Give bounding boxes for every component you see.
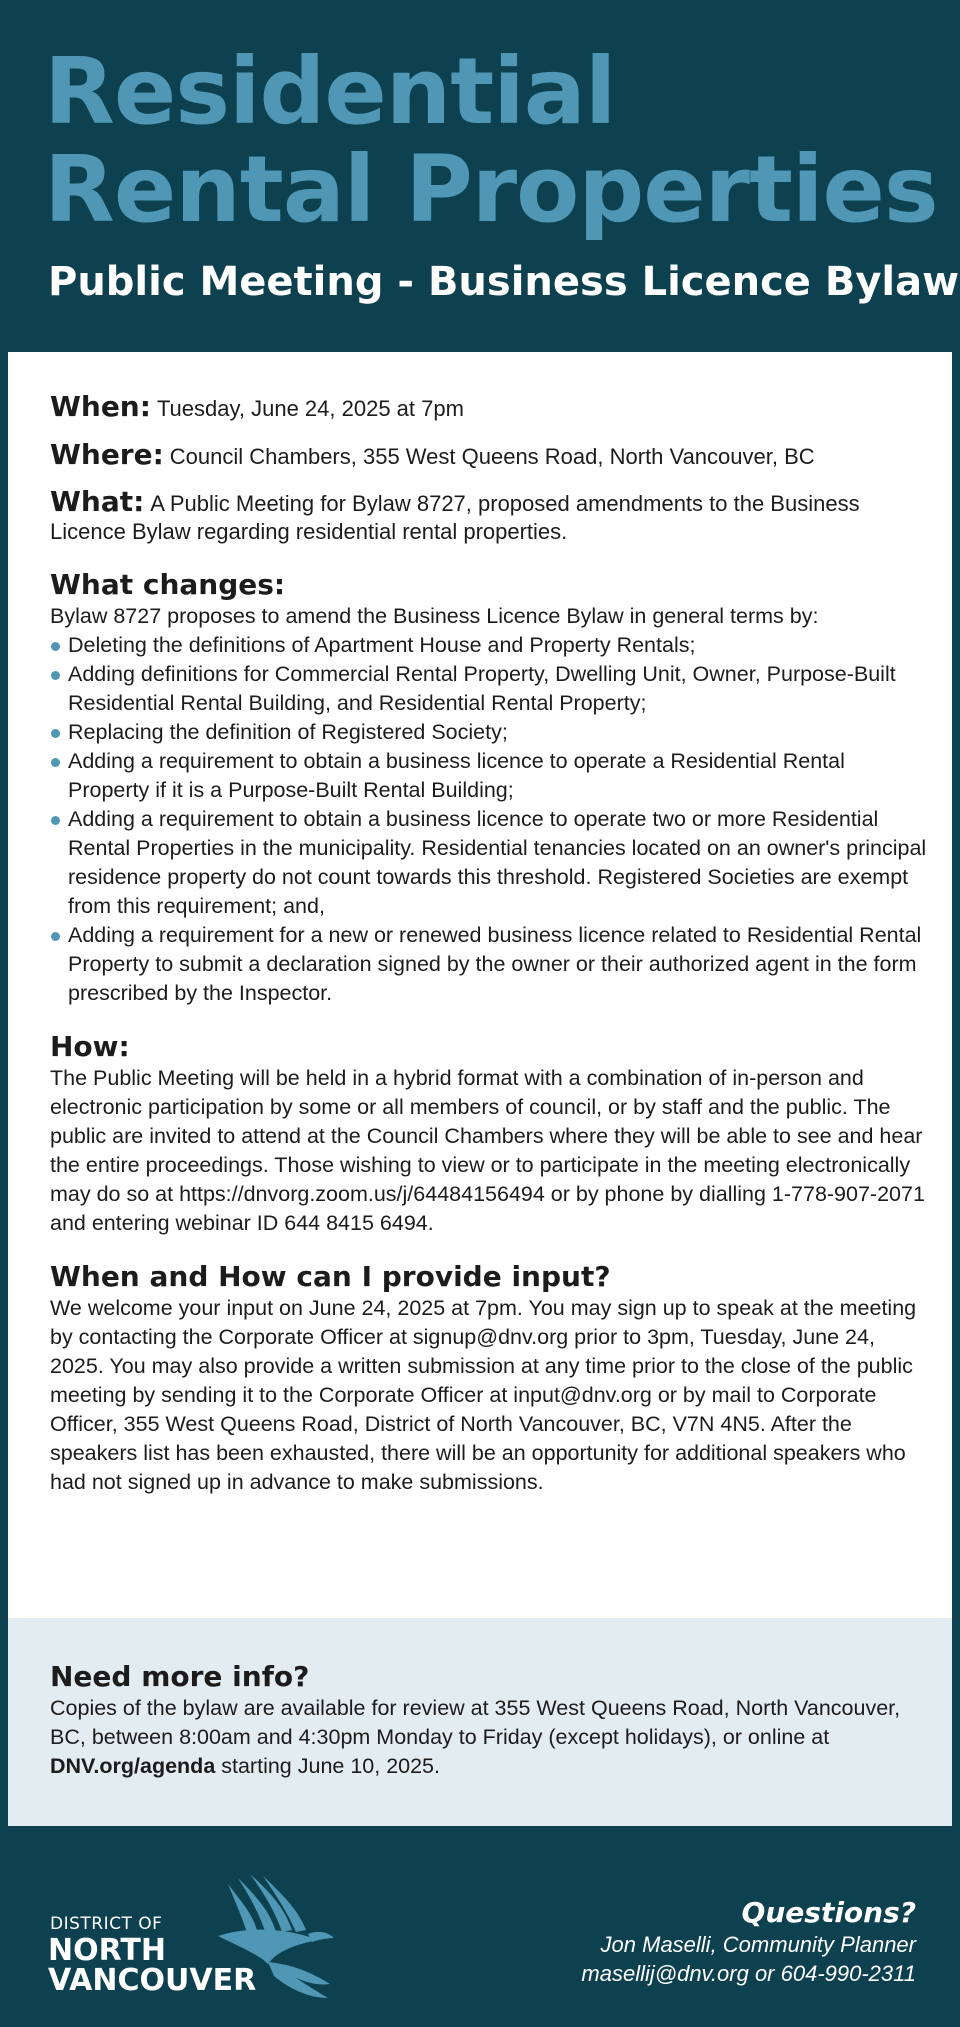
- logo-north: NORTH: [48, 1933, 166, 1968]
- bullet-icon: [51, 932, 60, 941]
- when-value: Tuesday, June 24, 2025 at 7pm: [156, 396, 464, 421]
- bullet-icon: [51, 642, 60, 651]
- logo-vancouver: VANCOUVER: [48, 1963, 257, 1998]
- info-text-after: starting June 10, 2025.: [215, 1754, 440, 1778]
- contact-block: [581, 1896, 916, 1988]
- footer: [0, 1826, 960, 2027]
- questions-title: Questions?: [741, 1896, 916, 1929]
- list-item: [50, 921, 930, 1008]
- list-item: [50, 718, 930, 747]
- list-item: [50, 747, 930, 805]
- how-heading: How:: [50, 1030, 130, 1063]
- list-item-text: Adding a requirement to obtain a business licence to operate two or more Residential Rental Properties in the municipality. Residential tenancies located on an owner's principal residence property do not count towards this threshold. Registered Societies are exempt from this requirement; and,: [68, 807, 927, 918]
- info-heading: Need more info?: [50, 1660, 310, 1693]
- what-label: What:: [50, 485, 145, 518]
- where-value: Council Chambers, 355 West Queens Road, North Vancouver, BC: [169, 444, 815, 469]
- where-label: Where:: [50, 438, 164, 471]
- bullet-icon: [51, 758, 60, 767]
- how-section: [50, 1030, 930, 1238]
- list-item-text: Deleting the definitions of Apartment House and Property Rentals;: [68, 633, 696, 657]
- list-item: [50, 660, 930, 718]
- page-title-line-2: Rental Properties: [44, 136, 938, 243]
- logo-district-of: DISTRICT OF: [50, 1914, 163, 1934]
- where-row: [50, 440, 930, 472]
- dnv-logo: [48, 1874, 348, 2004]
- how-body: The Public Meeting will be held in a hybrid format with a combination of in-person and electronic participation by some or all members of council, or by staff and the public. The public are invited to attend at the Council Chambers where they will be able to see and hear the entire proceedings. Those wishing to view or to participate in the meeting electronically may do so at https://dnvorg.zoom.us/j/64484156494 or by phone by dialling 1-778-907-2071 and entering webinar ID 644 8415 6494.: [50, 1066, 925, 1235]
- what-value: A Public Meeting for Bylaw 8727, proposed amendments to the Business Licence Bylaw regarding residential rental properties.: [50, 491, 860, 544]
- info-body: [50, 1660, 930, 1781]
- main-content: [8, 352, 952, 1618]
- when-row: [50, 392, 930, 424]
- what-row: [50, 485, 930, 546]
- bullet-icon: [51, 671, 60, 680]
- bullet-icon: [51, 816, 60, 825]
- input-section: [50, 1260, 930, 1497]
- list-item-text: Adding a requirement for a new or renewed business licence related to Residential Rental Property to submit a declaration signed by the owner or their authorized agent in the form prescribed by the Inspector.: [68, 923, 922, 1005]
- contact-name: Jon Maselli, Community Planner: [600, 1932, 916, 1957]
- header-banner: [0, 0, 960, 350]
- page-subtitle: Public Meeting - Business Licence Bylaw: [48, 259, 960, 305]
- agenda-link[interactable]: DNV.org/agenda: [50, 1754, 216, 1778]
- content-body: [50, 392, 930, 1497]
- list-item-text: Adding definitions for Commercial Rental Property, Dwelling Unit, Owner, Purpose-Built Residential Rental Building, and Residential Rental Property;: [68, 662, 896, 715]
- input-heading: When and How can I provide input?: [50, 1260, 611, 1293]
- info-text: [50, 1694, 930, 1781]
- page-title-line-1: Residential: [44, 38, 616, 145]
- changes-intro: Bylaw 8727 proposes to amend the Business Licence Bylaw in general terms by:: [50, 604, 819, 628]
- when-label: When:: [50, 390, 151, 423]
- changes-list: [50, 631, 930, 1008]
- changes-section: [50, 568, 930, 1008]
- changes-heading: What changes:: [50, 568, 286, 601]
- contact-info[interactable]: masellij@dnv.org or 604-990-2311: [581, 1961, 916, 1986]
- list-item: [50, 631, 930, 660]
- info-panel: [8, 1618, 952, 1826]
- info-text-before: Copies of the bylaw are available for review at 355 West Queens Road, North Vancouver, BC, between 8:00am and 4:30pm Monday to Friday (except holidays), or online at: [50, 1696, 901, 1749]
- list-item: [50, 805, 930, 921]
- input-body: We welcome your input on June 24, 2025 at 7pm. You may sign up to speak at the meeting by contacting the Corporate Officer at signup@dnv.org prior to 3pm, Tuesday, June 24, 2025. You may also provide a written submission at any time prior to the close of the public meeting by sending it to the Corporate Officer at input@dnv.org or by mail to Corporate Officer, 355 West Queens Road, District of North Vancouver, BC, V7N 4N5. After the speakers list has been exhausted, there will be an opportunity for additional speakers who had not signed up in advance to make submissions.: [50, 1296, 917, 1494]
- list-item-text: Replacing the definition of Registered Society;: [68, 720, 508, 744]
- list-item-text: Adding a requirement to obtain a business licence to operate a Residential Rental Property if it is a Purpose-Built Rental Building;: [68, 749, 845, 802]
- bullet-icon: [51, 729, 60, 738]
